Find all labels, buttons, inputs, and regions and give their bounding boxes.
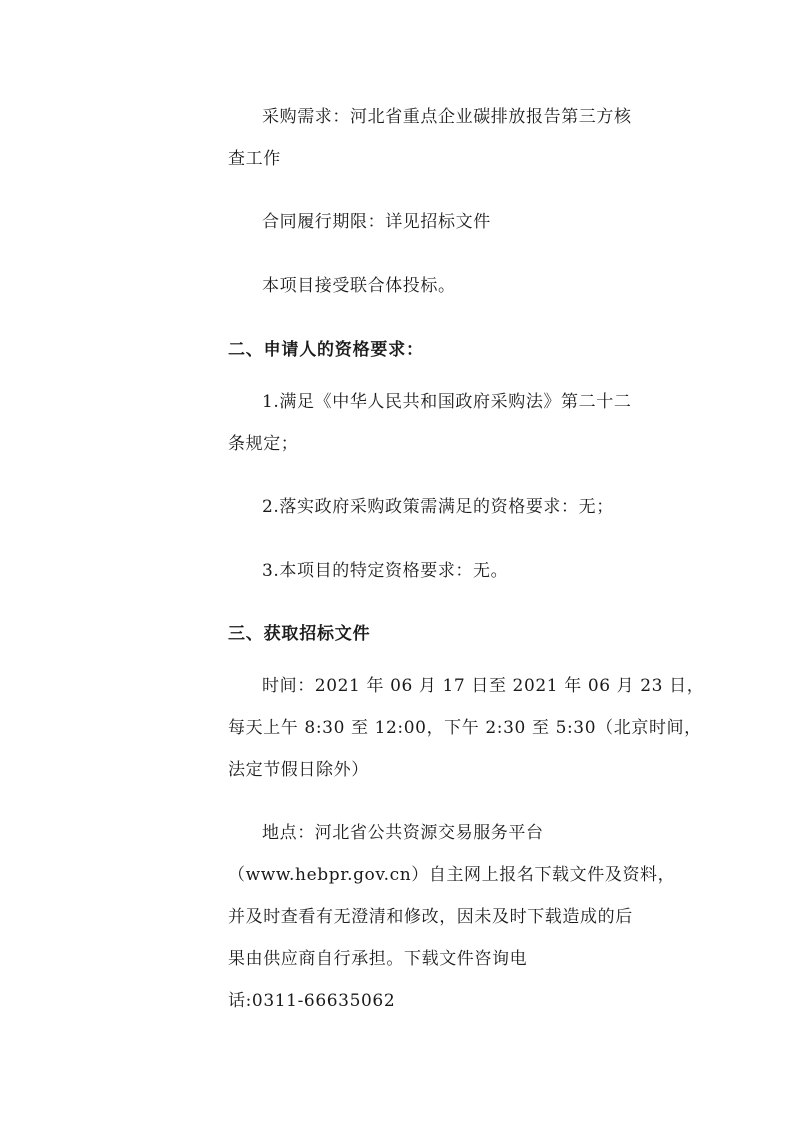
location-line-4: 果由供应商自行承担。下载文件咨询电 xyxy=(228,949,528,969)
contract-period-text: 合同履行期限：详见招标文件 xyxy=(262,212,491,232)
section-2-heading: 二、申请人的资格要求： xyxy=(228,340,424,360)
location-line-2: （www.hebpr.gov.cn）自主网上报名下载文件及资料， xyxy=(228,865,676,885)
time-line-3: 法定节假日除外） xyxy=(228,760,369,780)
qualification-item-1-line-2: 条规定； xyxy=(228,434,299,454)
location-line-1: 地点：河北省公共资源交易服务平台 xyxy=(262,823,544,843)
procurement-requirement-line-1: 采购需求：河北省重点企业碳排放报告第三方核 xyxy=(262,107,632,127)
time-line-2: 每天上午 8:30 至 12:00，下午 2:30 至 5:30（北京时间， xyxy=(228,718,702,738)
qualification-item-1-line-1: 1.满足《中华人民共和国政府采购法》第二十二 xyxy=(262,392,632,412)
section-3-heading: 三、获取招标文件 xyxy=(228,624,371,644)
consortium-bid-text: 本项目接受联合体投标。 xyxy=(262,276,456,296)
time-line-1: 时间：2021 年 06 月 17 日至 2021 年 06 月 23 日， xyxy=(262,676,705,696)
location-line-3: 并及时查看有无澄清和修改，因未及时下载造成的后 xyxy=(228,907,633,927)
qualification-item-3: 3.本项目的特定资格要求：无。 xyxy=(262,561,509,581)
contact-phone: 话:0311-66635062 xyxy=(228,991,396,1011)
procurement-requirement-line-2: 查工作 xyxy=(228,149,281,169)
qualification-item-2: 2.落实政府采购政策需满足的资格要求：无； xyxy=(262,497,614,517)
